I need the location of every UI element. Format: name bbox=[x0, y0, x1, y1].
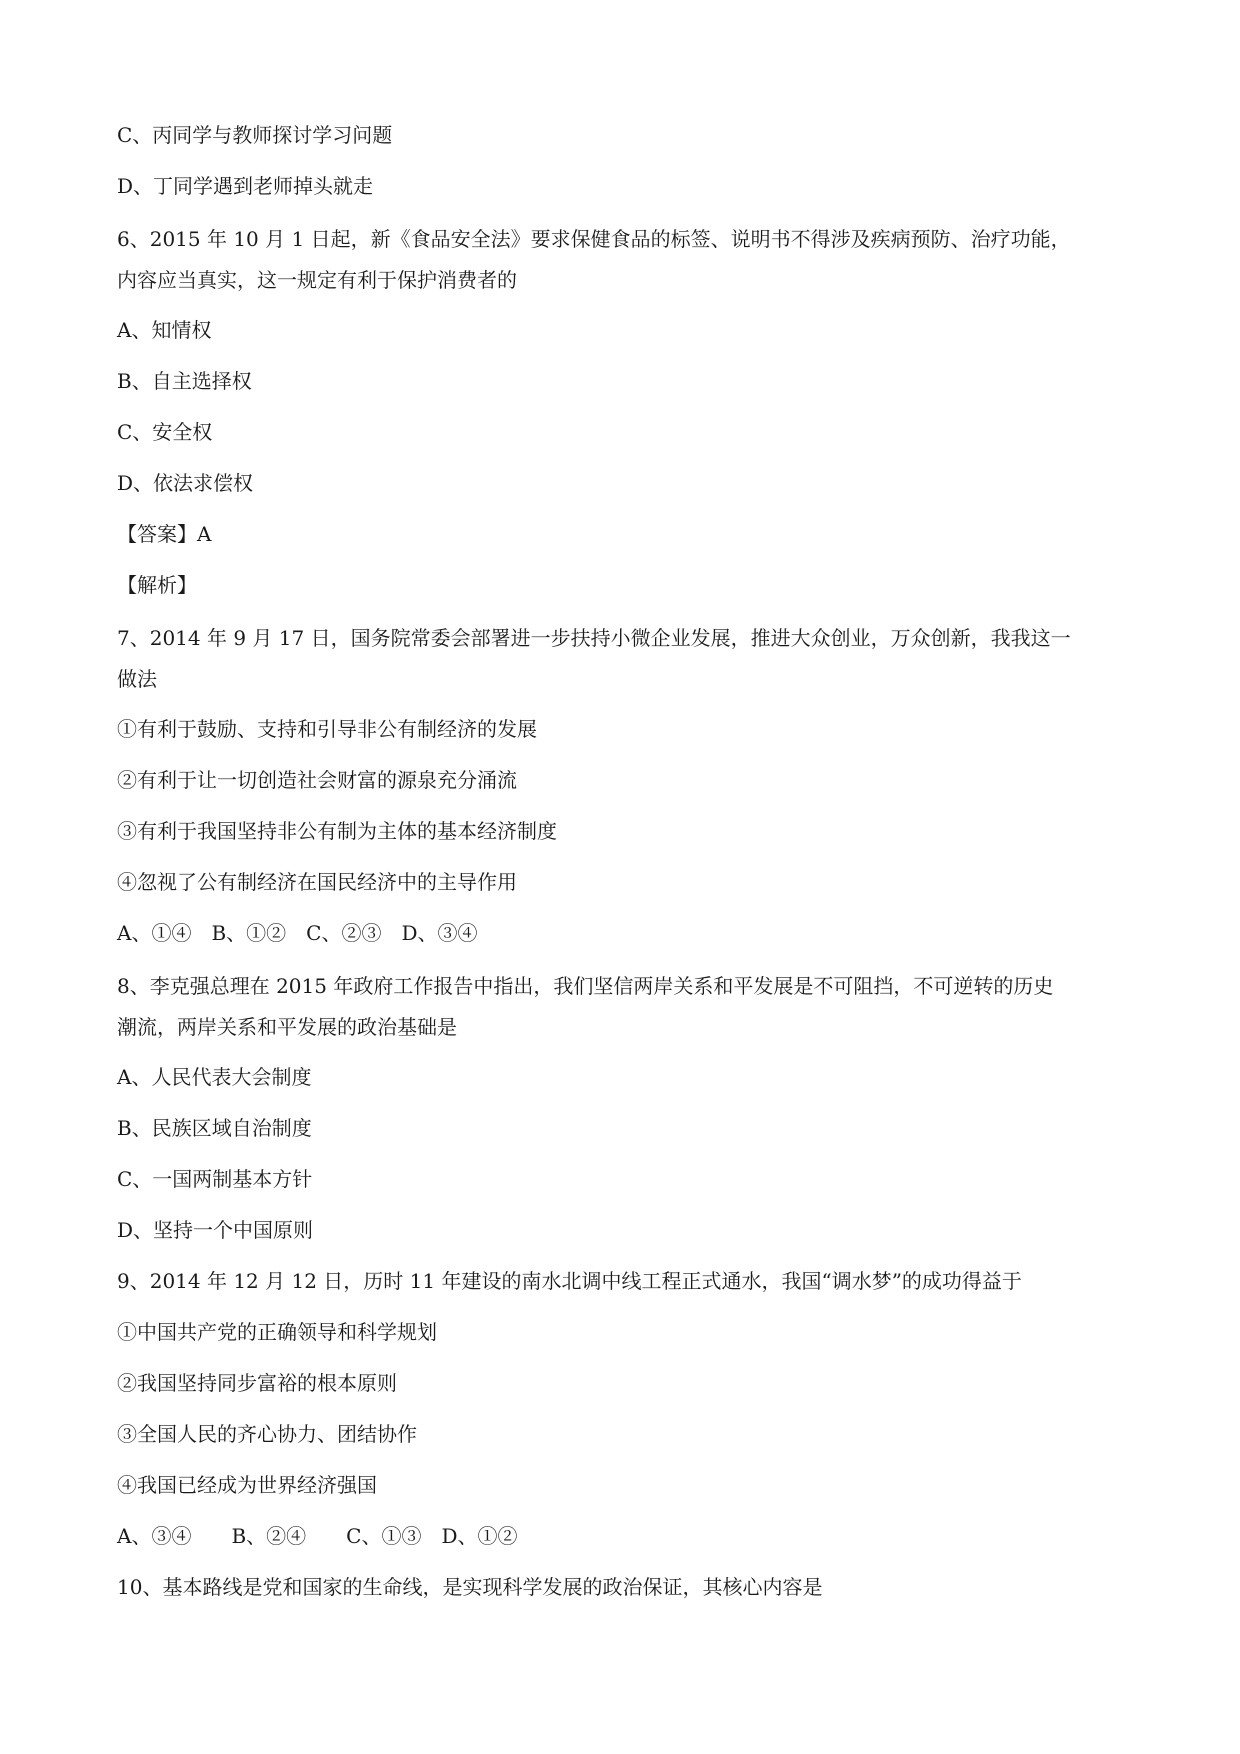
q9-stem: 9、2014 年 12 月 12 日，历时 11 年建设的南水北调中线工程正式通水，我国“调水梦”的成功得益于 bbox=[117, 1269, 1022, 1293]
q6-answer: 【答案】A bbox=[117, 522, 212, 546]
q7-stem-line1: 7、2014 年 9 月 17 日，国务院常委会部署进一步扶持小微企业发展，推进大众创业，万众创新，我我这一 bbox=[117, 626, 1071, 650]
q5-option-c: C、丙同学与教师探讨学习问题 bbox=[117, 123, 393, 147]
q6-stem-line1: 6、2015 年 10 月 1 日起，新《食品安全法》要求保健食品的标签、说明书不得涉及疾病预防、治疗功能， bbox=[117, 227, 1071, 251]
q8-option-b: B、民族区域自治制度 bbox=[117, 1116, 312, 1140]
q6-option-c: C、安全权 bbox=[117, 420, 213, 444]
q6-option-b: B、自主选择权 bbox=[117, 369, 252, 393]
q7-item-1: ①有利于鼓励、支持和引导非公有制经济的发展 bbox=[117, 717, 537, 741]
q9-item-4: ④我国已经成为世界经济强国 bbox=[117, 1473, 377, 1497]
q9-item-1: ①中国共产党的正确领导和科学规划 bbox=[117, 1320, 437, 1344]
q8-option-d: D、坚持一个中国原则 bbox=[117, 1218, 314, 1242]
q7-item-3: ③有利于我国坚持非公有制为主体的基本经济制度 bbox=[117, 819, 557, 843]
q9-item-3: ③全国人民的齐心协力、团结协作 bbox=[117, 1422, 417, 1446]
q9-options: A、③④ B、②④ C、①③ D、①② bbox=[117, 1524, 518, 1548]
q6-stem-line2: 内容应当真实，这一规定有利于保护消费者的 bbox=[117, 268, 517, 292]
q6-analysis: 【解析】 bbox=[117, 573, 197, 597]
q9-item-2: ②我国坚持同步富裕的根本原则 bbox=[117, 1371, 397, 1395]
q5-option-d: D、丁同学遇到老师掉头就走 bbox=[117, 174, 374, 198]
q8-stem-line1: 8、李克强总理在 2015 年政府工作报告中指出，我们坚信两岸关系和平发展是不可阻挡，不可逆转的历史 bbox=[117, 974, 1054, 998]
q6-option-a: A、知情权 bbox=[117, 318, 212, 342]
q10-stem: 10、基本路线是党和国家的生命线，是实现科学发展的政治保证，其核心内容是 bbox=[117, 1575, 823, 1599]
q8-option-c: C、一国两制基本方针 bbox=[117, 1167, 313, 1191]
q6-option-d: D、依法求偿权 bbox=[117, 471, 254, 495]
q7-stem-line2: 做法 bbox=[117, 667, 157, 691]
q7-item-4: ④忽视了公有制经济在国民经济中的主导作用 bbox=[117, 870, 517, 894]
q8-stem-line2: 潮流，两岸关系和平发展的政治基础是 bbox=[117, 1015, 457, 1039]
q8-option-a: A、人民代表大会制度 bbox=[117, 1065, 312, 1089]
q7-options: A、①④ B、①② C、②③ D、③④ bbox=[117, 921, 478, 945]
q7-item-2: ②有利于让一切创造社会财富的源泉充分涌流 bbox=[117, 768, 517, 792]
